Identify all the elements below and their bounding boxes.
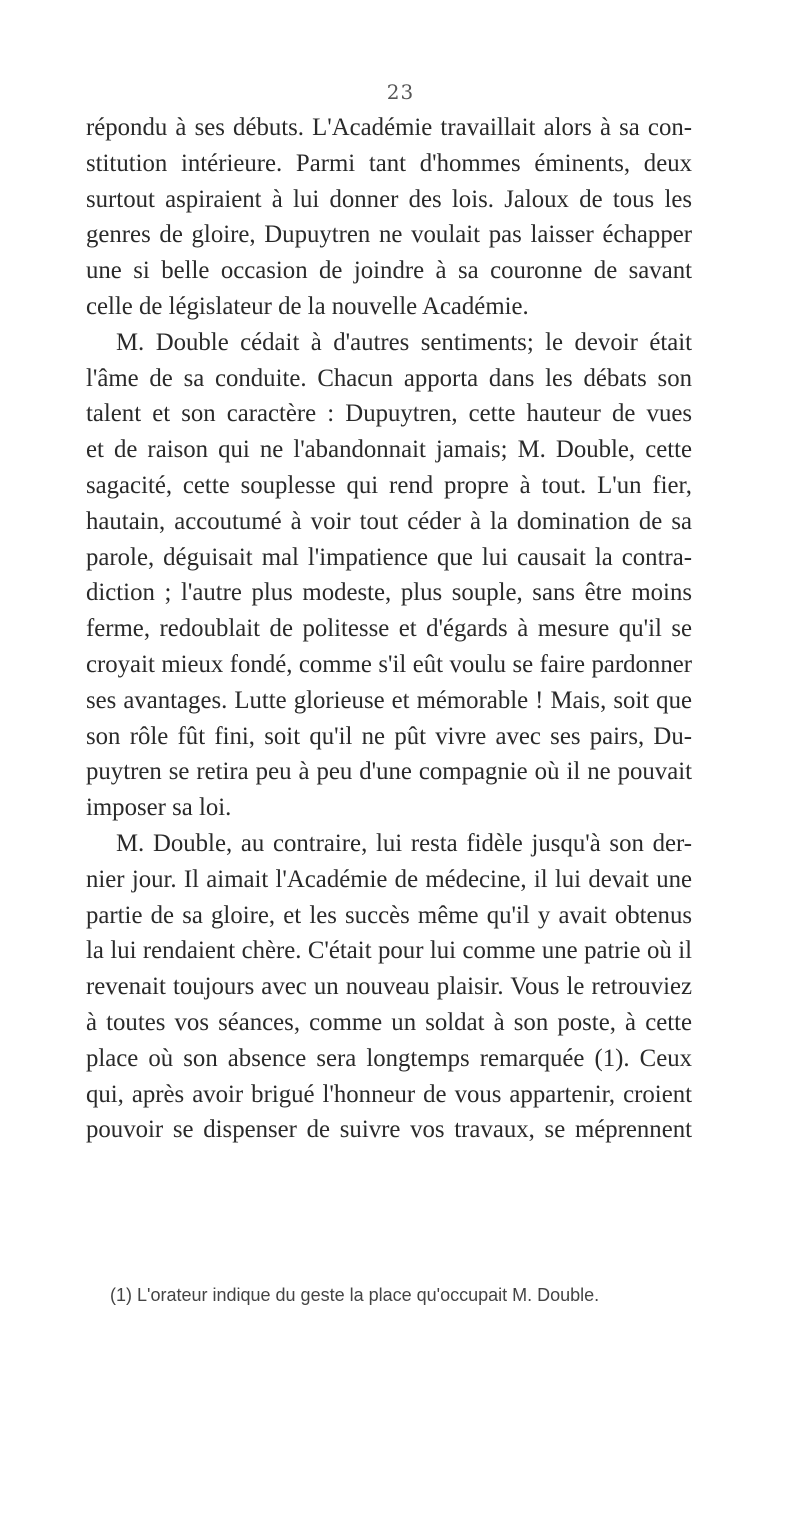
text-line: puytren se retira peu à peu d'une compagnie où il ne pouvait bbox=[86, 758, 692, 786]
text-line: sagacité, cette souplesse qui rend propre à tout. L'un fier, bbox=[86, 471, 692, 499]
text-line: hautain, accoutumé à voir tout céder à la domination de sa bbox=[86, 507, 692, 535]
text-line: stitution intérieure. Parmi tant d'hommes éminents, deux bbox=[86, 149, 692, 177]
text-line: M. Double cédait à d'autres sentiments; le devoir était bbox=[116, 328, 692, 356]
text-line: diction ; l'autre plus modeste, plus souple, sans être moins bbox=[86, 579, 692, 607]
text-line: pouvoir se dispenser de suivre vos travaux, se méprennent bbox=[86, 1116, 692, 1144]
text-line: M. Double, au contraire, lui resta fidèle jusqu'à son der- bbox=[116, 829, 692, 857]
text-line: ferme, redoublait de politesse et d'égards à mesure qu'il se bbox=[86, 615, 692, 643]
text-line: celle de législateur de la nouvelle Académie. bbox=[86, 292, 529, 320]
text-line: la lui rendaient chère. C'était pour lui comme une patrie où il bbox=[86, 937, 692, 965]
footnote: (1) L'orateur indique du geste la place qu'occupait M. Double. bbox=[110, 1285, 600, 1305]
text-line: partie de sa gloire, et les succès même qu'il y avait obtenus bbox=[86, 901, 692, 929]
text-line: ses avantages. Lutte glorieuse et mémorable ! Mais, soit que bbox=[86, 686, 692, 714]
text-line: imposer sa loi. bbox=[86, 794, 232, 822]
text-line: répondu à ses débuts. L'Académie travaillait alors à sa con- bbox=[86, 114, 692, 141]
text-line: son rôle fût fini, soit qu'il ne pût vivre avec ses pairs, Du- bbox=[86, 722, 692, 750]
text-line: qui, après avoir brigué l'honneur de vous appartenir, croient bbox=[86, 1080, 692, 1108]
text-line: talent et son caractère : Dupuytren, cette hauteur de vues bbox=[86, 400, 692, 428]
text-line: l'âme de sa conduite. Chacun apporta dans les débats son bbox=[86, 364, 692, 392]
text-line: croyait mieux fondé, comme s'il eût voulu se faire pardonner bbox=[86, 650, 692, 678]
text-line: à toutes vos séances, comme un soldat à son poste, à cette bbox=[86, 1008, 692, 1036]
text-line: genres de gloire, Dupuytren ne voulait pas laisser échapper bbox=[86, 221, 692, 249]
body-text bbox=[86, 110, 692, 1148]
text-line: parole, déguisait mal l'impatience que lui causait la contra- bbox=[86, 543, 692, 571]
text-line: place où son absence sera longtemps remarquée (1). Ceux bbox=[86, 1044, 692, 1072]
text-line: surtout aspiraient à lui donner des lois. Jaloux de tous les bbox=[86, 185, 692, 213]
text-line: une si belle occasion de joindre à sa couronne de savant bbox=[86, 257, 692, 285]
text-line: et de raison qui ne l'abandonnait jamais; M. Double, cette bbox=[86, 436, 692, 464]
page-number: 23 bbox=[386, 80, 415, 104]
text-line: revenait toujours avec un nouveau plaisir. Vous le retrouviez bbox=[86, 973, 692, 1001]
text-line: nier jour. Il aimait l'Académie de médecine, il lui devait une bbox=[86, 865, 692, 893]
